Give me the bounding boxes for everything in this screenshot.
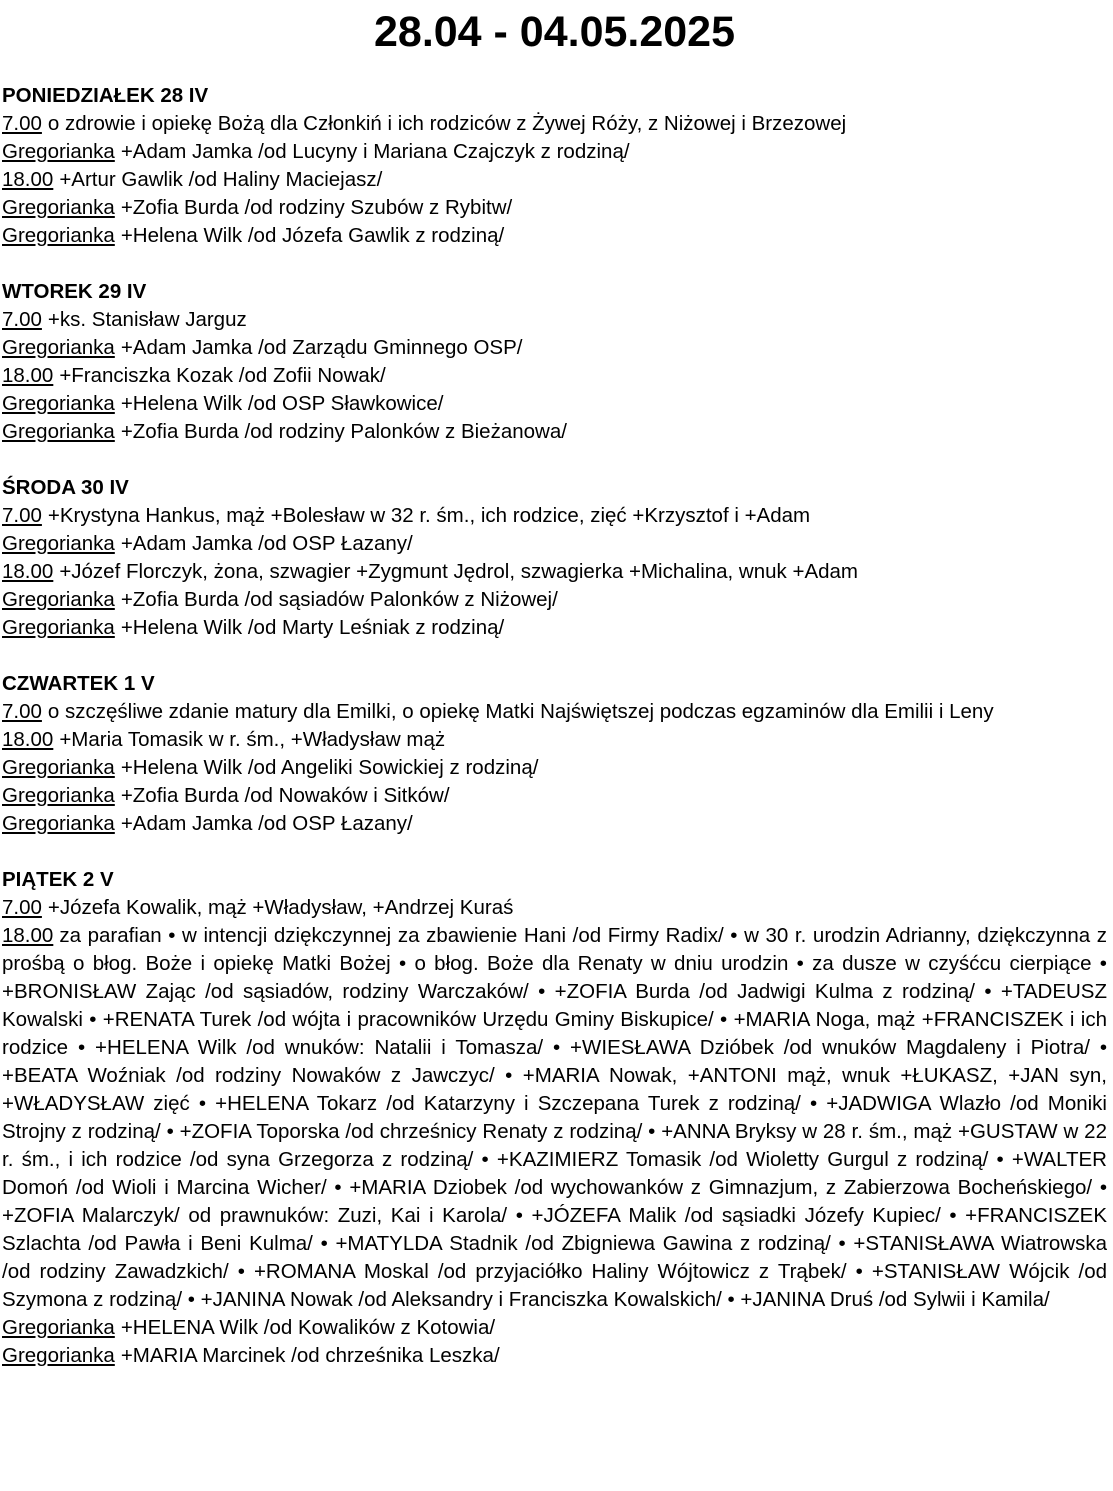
- entry-time: 18.00: [2, 924, 54, 947]
- entry-intention: +Helena Wilk /od Józefa Gawlik z rodziną/: [120, 224, 505, 247]
- day-thursday: [2, 670, 1107, 838]
- day-heading: CZWARTEK 1 V: [2, 672, 155, 695]
- mass-entry: [2, 334, 1107, 362]
- entry-time: Gregorianka: [2, 588, 115, 611]
- entry-time: Gregorianka: [2, 196, 115, 219]
- entry-intention: +HELENA Wilk /od Kowalików z Kotowia/: [120, 1316, 496, 1339]
- entry-time: Gregorianka: [2, 392, 115, 415]
- mass-entry: [2, 390, 1107, 418]
- entry-time: 7.00: [2, 896, 42, 919]
- entry-intention: o szczęśliwe zdanie matury dla Emilki, o opiekę Matki Najświętszej podczas egzaminów dla Emilii i Leny: [47, 700, 994, 723]
- mass-entry: [2, 194, 1107, 222]
- entry-intention: +Adam Jamka /od OSP Łazany/: [120, 532, 413, 555]
- document-page: [0, 6, 1113, 1370]
- entry-time: Gregorianka: [2, 224, 115, 247]
- entry-intention: +Zofia Burda /od Nowaków i Sitków/: [120, 784, 450, 807]
- day-heading: PONIEDZIAŁEK 28 IV: [2, 84, 209, 107]
- entry-time: 7.00: [2, 112, 42, 135]
- mass-entry: [2, 614, 1107, 642]
- entry-time: Gregorianka: [2, 784, 115, 807]
- day-heading: WTOREK 29 IV: [2, 280, 147, 303]
- entry-time: 18.00: [2, 364, 54, 387]
- mass-entry: [2, 530, 1107, 558]
- mass-entry: [2, 586, 1107, 614]
- entry-intention: +Adam Jamka /od OSP Łazany/: [120, 812, 413, 835]
- entry-intention: +MARIA Marcinek /od chrześnika Leszka/: [120, 1344, 500, 1367]
- entry-intention: +Zofia Burda /od rodziny Palonków z Bieżanowa/: [120, 420, 567, 443]
- entry-intention: +Zofia Burda /od sąsiadów Palonków z Niżowej/: [120, 588, 558, 611]
- day-wednesday: [2, 474, 1107, 642]
- entry-intention: +Adam Jamka /od Zarządu Gminnego OSP/: [120, 336, 523, 359]
- entry-time: Gregorianka: [2, 1316, 115, 1339]
- mass-entry: [2, 222, 1107, 250]
- entry-time: Gregorianka: [2, 140, 115, 163]
- entry-time: Gregorianka: [2, 336, 115, 359]
- entry-intention: +Józefa Kowalik, mąż +Władysław, +Andrzej Kuraś: [47, 896, 514, 919]
- entry-time: Gregorianka: [2, 532, 115, 555]
- entry-time: Gregorianka: [2, 756, 115, 779]
- entry-intention: +Helena Wilk /od Angeliki Sowickiej z rodziną/: [120, 756, 539, 779]
- entry-time: 7.00: [2, 308, 42, 331]
- day-friday: [2, 866, 1107, 1370]
- entry-intention: +Krystyna Hankus, mąż +Bolesław w 32 r. śm., ich rodzice, zięć +Krzysztof i +Adam: [47, 504, 811, 527]
- entry-time: Gregorianka: [2, 420, 115, 443]
- mass-entry: [2, 726, 1107, 754]
- entry-intention: o zdrowie i opiekę Bożą dla Członkiń i ich rodziców z Żywej Róży, z Niżowej i Brzezowej: [47, 112, 847, 135]
- mass-entry: [2, 922, 1107, 1314]
- entry-intention: za parafian • w intencji dziękczynnej za zbawienie Hani /od Firmy Radix/ • w 30 r. urodzin Adrianny, dziękczynna z prośbą o błog. Boże i opiekę Matki Bożej • o błog. Boże dla Renaty w dniu urodzin • za dusze w czyśćcu cierpiące • +BRONISŁAW Zając /od sąsiadów, rodziny Warczaków/ • +ZOFIA Burda /od Jadwigi Kulma z rodziną/ • +TADEUSZ Kowalski • +RENATA Turek /od wójta i pracowników Urzędu Gminy Biskupice/ • +MARIA Noga, mąż +FRANCISZEK i ich rodzice • +HELENA Wilk /od wnuków: Natalii i Tomasza/ • +WIESŁAWA Dzióbek /od wnuków Magdaleny i Piotra/ • +BEATA Woźniak /od rodziny Nowaków z Jawczyc/ • +MARIA Nowak, +ANTONI mąż, wnuk +ŁUKASZ, +JAN syn, +WŁADYSŁAW zięć • +HELENA Tokarz /od Katarzyny i Szczepana Turek z rodziną/ • +JADWIGA Wlazło /od Moniki Strojny z rodziną/ • +ZOFIA Toporska /od chrześnicy Renaty z rodziną/ • +ANNA Bryksy w 28 r. śm., mąż +GUSTAW w 22 r. śm., i ich rodzice /od syna Grzegorza z rodziną/ • +KAZIMIERZ Tomasik /od Wioletty Gurgul z rodziną/ • +WALTER Domoń /od Wioli i Marcina Wicher/ • +MARIA Dziobek /od wychowanków z Gimnazjum, z Zabierzowa Bocheńskiego/ • +ZOFIA Malarczyk/ od prawnuków: Zuzi, Kai i Karola/ • +JÓZEFA Malik /od sąsiadki Józefy Kupiec/ • +FRANCISZEK Szlachta /od Pawła i Beni Kulma/ • +MATYLDA Stadnik /od Zbigniewa Gawina z rodziną/ • +STANISŁAWA Wiatrowska /od rodziny Zawadzkich/ • +ROMANA Moskal /od przyjaciółko Haliny Wójtowicz z Trąbek/ • +STANISŁAW Wójcik /od Szymona z rodziną/ • +JANINA Nowak /od Aleksandry i Franciszka Kowalskich/ • +JANINA Druś /od Sylwii i Kamila/: [2, 924, 1107, 1311]
- entry-intention: +Artur Gawlik /od Haliny Maciejasz/: [59, 168, 383, 191]
- entry-time: Gregorianka: [2, 616, 115, 639]
- entry-intention: +Helena Wilk /od Marty Leśniak z rodziną/: [120, 616, 505, 639]
- mass-entry: [2, 306, 1107, 334]
- entry-intention: +Zofia Burda /od rodziny Szubów z Rybitw/: [120, 196, 513, 219]
- entry-intention: +Franciszka Kozak /od Zofii Nowak/: [59, 364, 386, 387]
- entry-time: 18.00: [2, 168, 54, 191]
- entry-time: 18.00: [2, 728, 54, 751]
- document-title: 28.04 - 04.05.2025: [373, 8, 736, 56]
- entry-intention: +ks. Stanisław Jarguz: [47, 308, 247, 331]
- entry-intention: +Adam Jamka /od Lucyny i Mariana Czajczyk z rodziną/: [120, 140, 630, 163]
- entry-intention: +Helena Wilk /od OSP Sławkowice/: [120, 392, 444, 415]
- mass-entry: [2, 138, 1107, 166]
- mass-entry: [2, 754, 1107, 782]
- mass-entry: [2, 418, 1107, 446]
- entry-time: 18.00: [2, 560, 54, 583]
- mass-entry: [2, 166, 1107, 194]
- day-tuesday: [2, 278, 1107, 446]
- day-heading: PIĄTEK 2 V: [2, 868, 114, 891]
- entry-time: Gregorianka: [2, 812, 115, 835]
- entry-time: 7.00: [2, 700, 42, 723]
- mass-entry: [2, 1342, 1107, 1370]
- mass-entry: [2, 810, 1107, 838]
- mass-entry: [2, 782, 1107, 810]
- mass-entry: [2, 558, 1107, 586]
- day-heading: ŚRODA 30 IV: [2, 476, 129, 499]
- day-monday: [2, 82, 1107, 250]
- entry-time: 7.00: [2, 504, 42, 527]
- entry-intention: +Maria Tomasik w r. śm., +Władysław mąż: [59, 728, 446, 751]
- entry-intention: +Józef Florczyk, żona, szwagier +Zygmunt Jędrol, szwagierka +Michalina, wnuk +Adam: [59, 560, 859, 583]
- mass-entry: [2, 362, 1107, 390]
- mass-entry: [2, 502, 1107, 530]
- entry-time: Gregorianka: [2, 1344, 115, 1367]
- mass-entry: [2, 1314, 1107, 1342]
- mass-entry: [2, 110, 1107, 138]
- mass-entry: [2, 698, 1107, 726]
- mass-entry: [2, 894, 1107, 922]
